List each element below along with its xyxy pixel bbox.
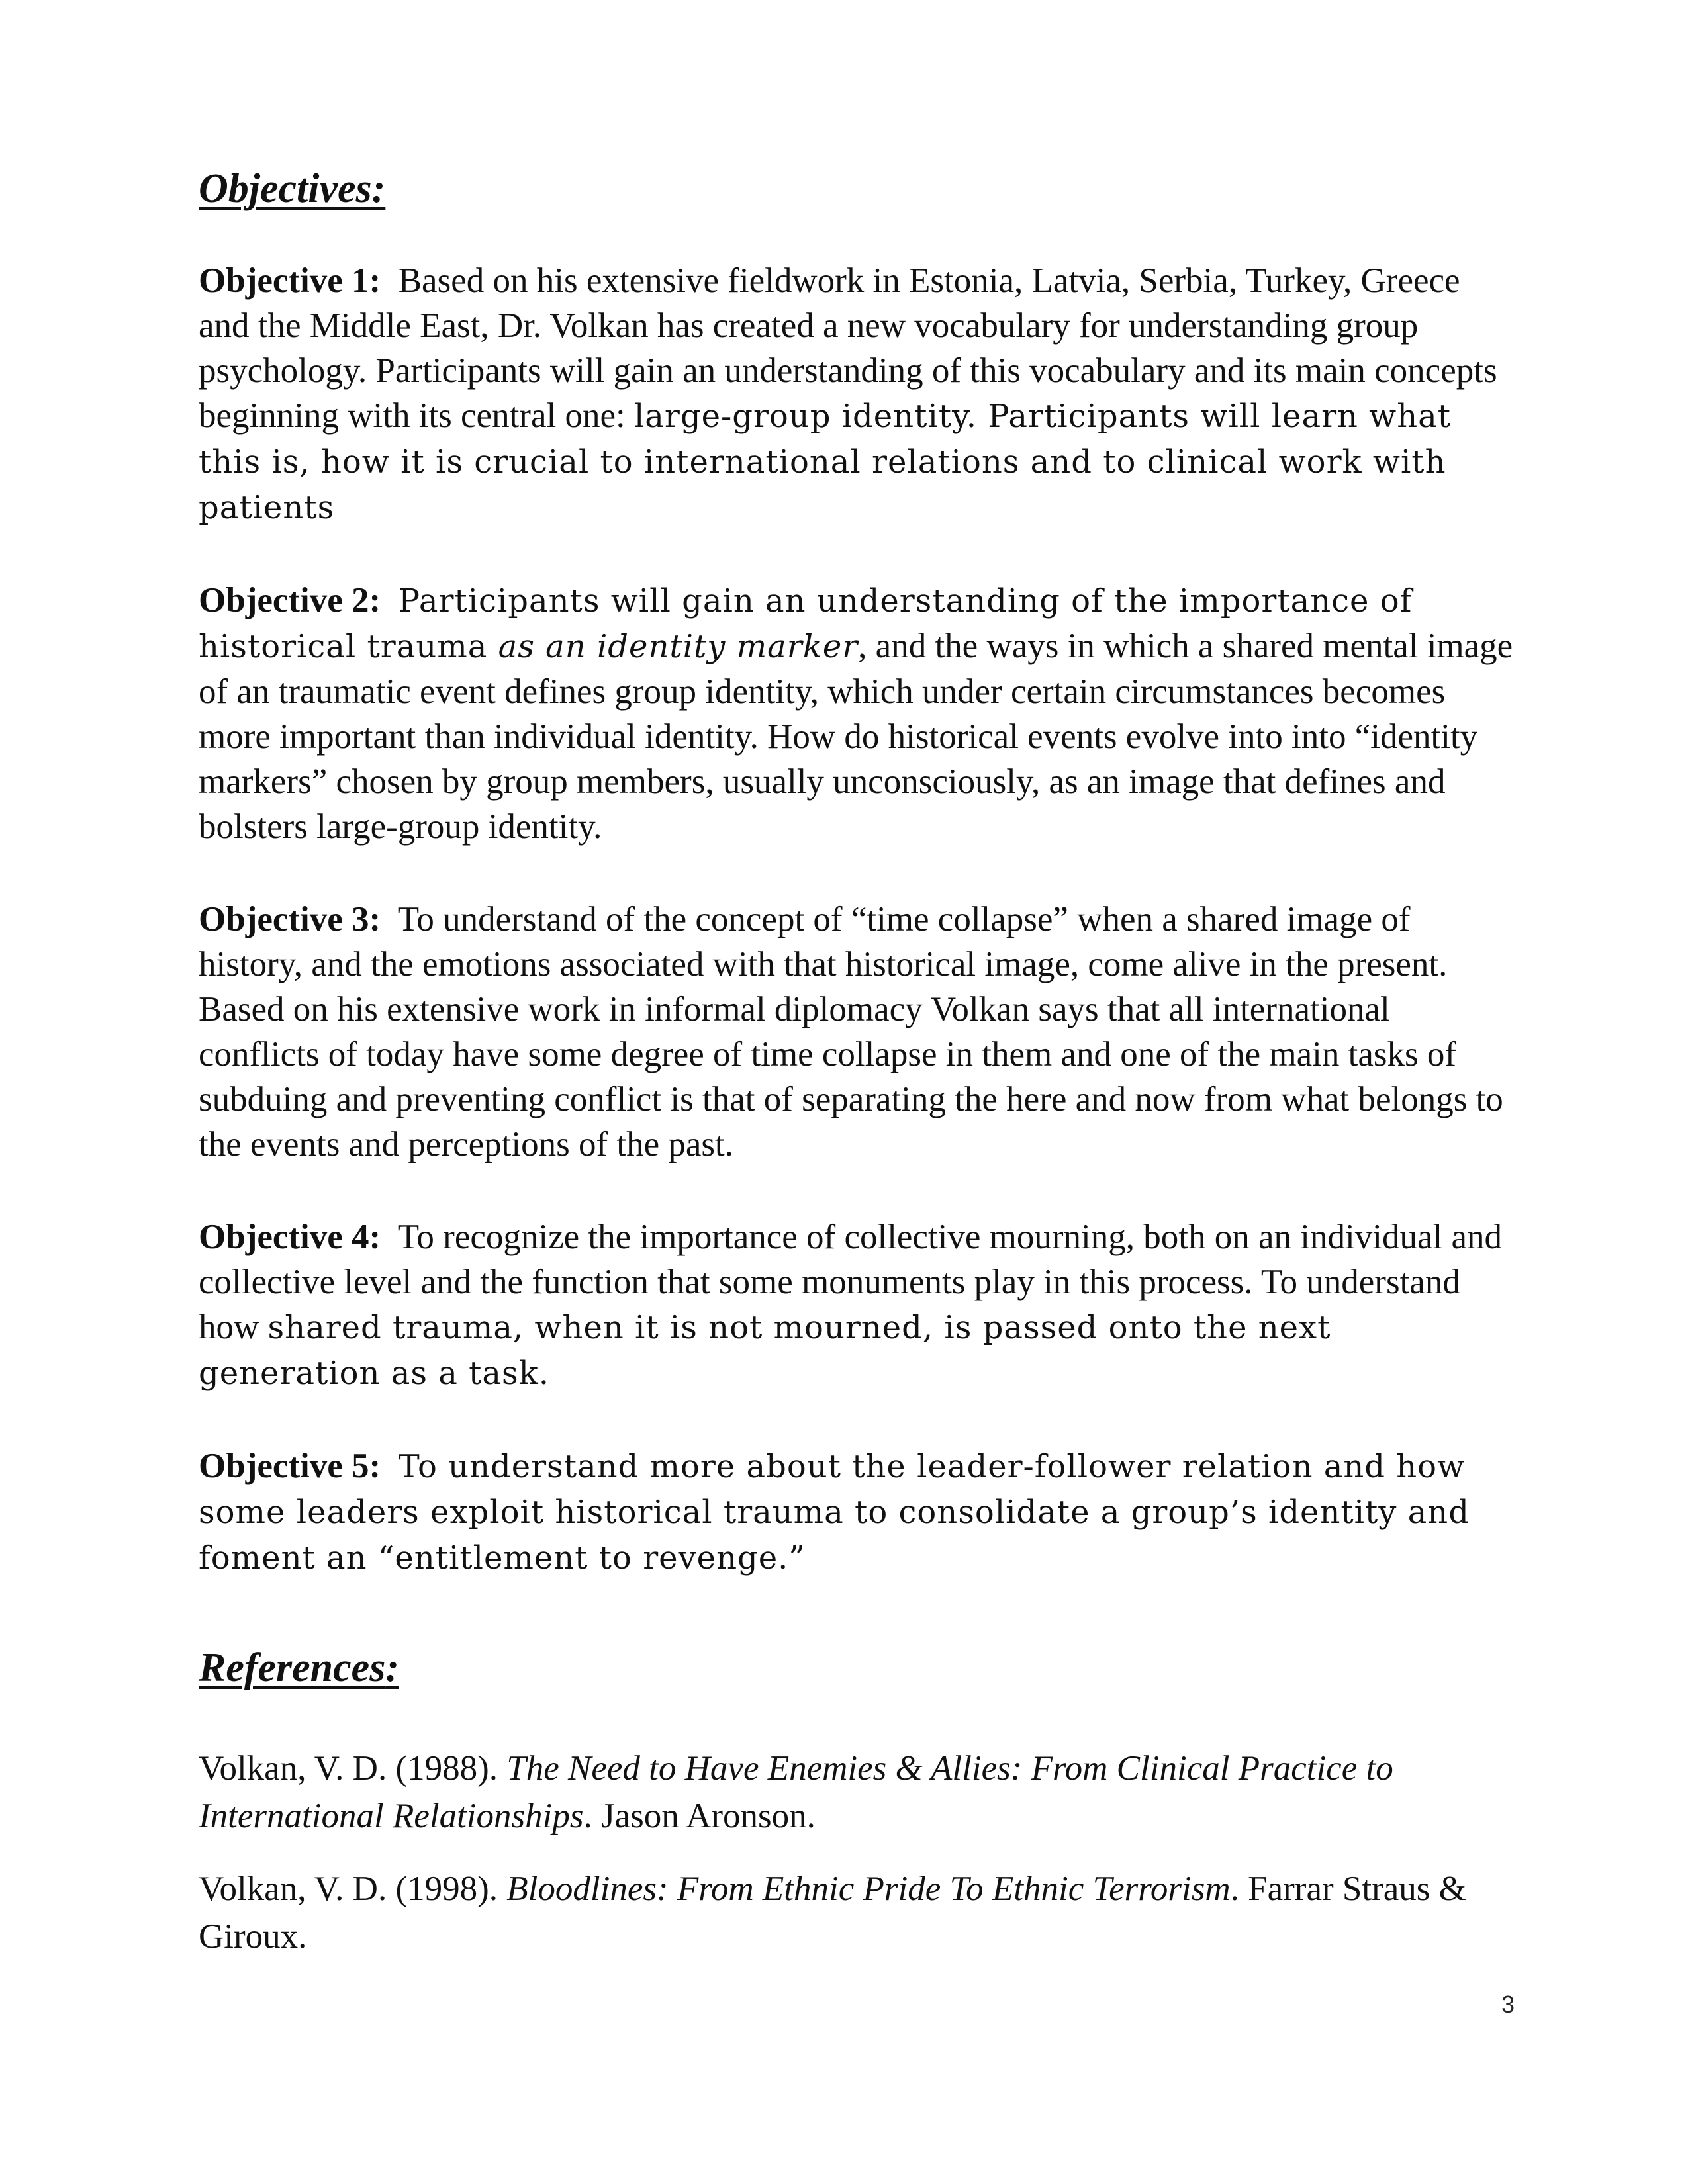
page-number: 3 (1501, 1991, 1515, 2018)
objective-text: To recognize the importance of collective mourning, both on an individual and collective level and the function that some monuments play in this process. To understand how (199, 1218, 1502, 1347)
objective-text: large-group identity. Participants will learn what this is, how it is crucial to international relations and to clinical work with patients (199, 398, 1452, 527)
objective-text: Based on his extensive fieldwork in Estonia, Latvia, Serbia, Turkey, Greece and the Middle East, Dr. Volkan has created a new vocabulary for understanding group psychology. Participants will gain an understanding of this vocabulary and its main concepts beginning with its central one: (199, 261, 1497, 435)
objectives-list (199, 258, 1516, 1580)
objective-label: Objective 1: (199, 261, 381, 300)
reference-item (199, 1865, 1516, 1960)
objective-label: Objective 4: (199, 1218, 381, 1257)
objective-3 (199, 897, 1516, 1167)
references-list (199, 1745, 1516, 1960)
objective-5 (199, 1443, 1516, 1580)
reference-item (199, 1745, 1516, 1840)
objective-1 (199, 258, 1516, 530)
objective-2 (199, 578, 1516, 849)
objective-text: Participants will gain an understanding of the importance of historical trauma (199, 582, 1413, 666)
objective-4 (199, 1214, 1516, 1396)
references-heading (199, 1643, 1516, 1692)
objectives-heading: Objectives: (199, 166, 386, 211)
objective-label: Objective 2: (199, 581, 381, 620)
objective-emphasis: as an identity marker (498, 628, 859, 666)
reference-author: Volkan, V. D. (1998). (199, 1869, 507, 1908)
objective-text: To understand more about the leader-follower relation and how some leaders exploit historical trauma to consolidate a group’s identity and foment an “entitlement to revenge.” (199, 1448, 1470, 1577)
references-heading-text: References (199, 1645, 386, 1691)
reference-title: Bloodlines: From Ethnic Pride To Ethnic Terrorism (506, 1869, 1231, 1908)
reference-author: Volkan, V. D. (1988). (199, 1749, 507, 1788)
reference-publisher: . Jason Aronson. (583, 1796, 816, 1835)
page-content (199, 164, 1516, 1985)
objective-label: Objective 3: (199, 900, 381, 939)
reference-title: The Need to Have Enemies & Allies: From Clinical Practice to International Relationships (199, 1749, 1393, 1835)
reference-publisher: . Farrar Straus & Giroux. (199, 1869, 1466, 1956)
objective-text: shared trauma, when it is not mourned, is passed onto the next generation as a task. (199, 1309, 1331, 1392)
objective-label: Objective 5: (199, 1447, 381, 1486)
objective-text: To understand of the concept of “time collapse” when a shared image of history, and the emotions associated with that historical image, come alive in the present. Based on his extensive work in informal diplomacy Volkan says that all international conflicts of today have some degree of time collapse in them and one of the main tasks of subduing and preventing conflict is that of separating the here and now from what belongs to the events and perceptions of the past. (199, 900, 1503, 1164)
objective-text: , and the ways in which a shared mental image of an traumatic event defines group identity, which under certain circumstances becomes more important than individual identity. How do historical events evolve into into “identity markers” chosen by group members, usually unconsciously, as an image that defines and bolsters large-group identity. (199, 627, 1513, 846)
references-heading-colon: : (385, 1645, 399, 1691)
